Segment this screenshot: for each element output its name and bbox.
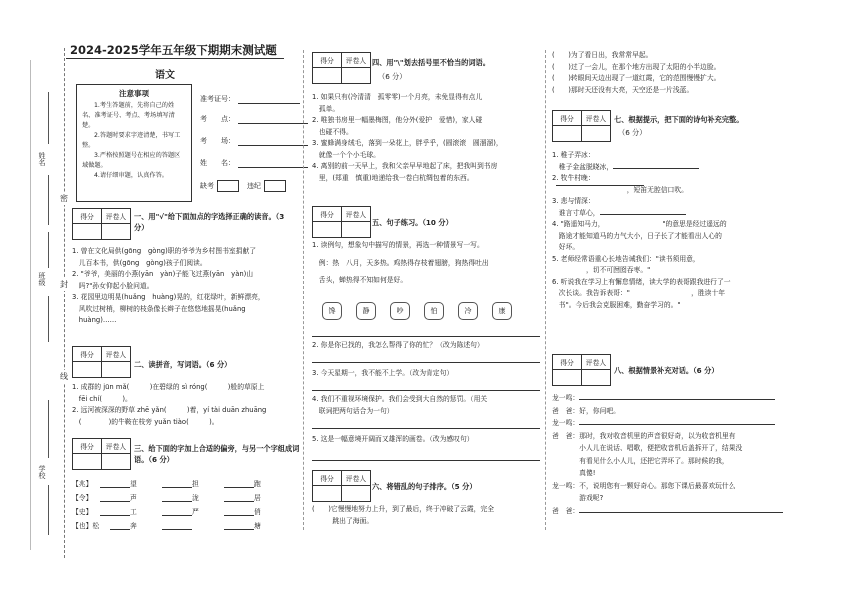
word-choice-boxes (322, 302, 512, 320)
answer-blank[interactable] (100, 478, 130, 488)
answer-blank[interactable] (556, 185, 644, 186)
section-6-items-continued (552, 50, 792, 96)
notice-box (76, 84, 192, 202)
sentence-item: ( )过了一会儿，在那个地方出现了太阳的小半边脸。 (552, 62, 721, 71)
question-line: huàng)…… (72, 316, 117, 324)
score-header: 得分 (553, 111, 582, 126)
question-line: ，切不可囫囵吞枣。" (552, 266, 651, 274)
sentence-item: ( )那时天还没有大亮，天空还是一片浅蓝。 (552, 85, 694, 94)
question-line: 6. 听说我在学习上有懈怠情绪，读大学的表哥跟我进行了一 (552, 277, 731, 286)
class-label: 班级 (38, 272, 46, 286)
exam-number-field[interactable] (238, 95, 300, 104)
section-8-dialogue (552, 392, 792, 517)
radical-char: 居 (254, 494, 261, 502)
section-8-heading: 八、根据情景补充对话。（6 分） (614, 366, 719, 375)
notice-title: 注意事项 (119, 89, 149, 98)
room-field[interactable] (238, 137, 308, 146)
dialogue-line: 游戏呢? (552, 494, 604, 502)
question-line: 例：热 八月，天多热。鸡热得存枝着翅膀，狗热得吐出 (312, 258, 489, 267)
grader-cell[interactable] (102, 454, 131, 470)
question-line: ( )的牛鞍在枝旁 yuǎn tiào( )。 (72, 417, 219, 426)
radical-row (72, 478, 270, 488)
score-table (312, 206, 371, 238)
question-line: 1. 成群的 jūn mǎ( )在碧绿的 sì róng( )般的草原上 (72, 383, 265, 391)
absent-box[interactable] (217, 180, 239, 192)
score-cell[interactable] (313, 486, 342, 502)
score-header: 得分 (73, 209, 102, 224)
section-4-score: （6 分） (378, 72, 407, 81)
question-line (552, 185, 792, 197)
exam-title: 2024-2025学年五年级下期期末测试题 (70, 43, 277, 57)
answer-blank[interactable] (162, 492, 192, 502)
question-line: 1. 读例句，想象句中描写的情景，再选一种情景写一写。 (312, 241, 484, 249)
grader-header: 评卷人 (342, 471, 371, 486)
score-header: 得分 (313, 53, 342, 68)
notice-item: 1.考生答题前，先将自己的姓名、准考证号、考点、考场填写清楚。 (82, 102, 175, 129)
speaker-line: 龙一鸣： (552, 394, 580, 402)
question-line: 儿百本书，供(gōng gòng)孩子们阅读。 (72, 258, 207, 267)
room-row (200, 136, 308, 146)
word-box[interactable]: 怕 (424, 302, 444, 320)
radical-char (192, 520, 224, 530)
speaker-line: 龙一鸣： (552, 419, 580, 427)
score-table (72, 438, 131, 470)
answer-blank[interactable] (613, 168, 699, 169)
score-cell[interactable] (313, 222, 342, 238)
sentence-item: ( )为了看日出，我常常早起。 (552, 51, 653, 59)
score-header: 得分 (313, 207, 342, 222)
grader-cell[interactable] (582, 126, 611, 142)
score-table (312, 470, 371, 502)
grader-cell[interactable] (582, 370, 611, 386)
name-field[interactable] (238, 159, 308, 168)
dialogue-line: 爸 爸：那时，我对收音机里的声音很好奇，以为收音机里有 (552, 431, 736, 440)
name-blank-2[interactable] (48, 175, 49, 225)
question-line (552, 208, 792, 220)
answer-blank[interactable] (162, 520, 192, 530)
question-line: 1. 如果只有(冷清清 孤零零)一个月亮，未免显得有点儿 (312, 93, 483, 101)
speaker-line: 爸 爸： (552, 506, 580, 515)
subject-label: 语文 (155, 70, 175, 81)
radical-char: 声 (130, 494, 137, 502)
title-underline (66, 58, 284, 59)
radical-char: 严 (192, 508, 199, 516)
section-7-heading: 七、根据提示，把下面的诗句补充完整。 (614, 115, 744, 124)
site-row (200, 114, 308, 124)
section-7-questions (552, 150, 792, 311)
score-cell[interactable] (553, 370, 582, 386)
radical-char: 跑 (254, 480, 261, 488)
question-line: 书"。今后我会克服困难，勤奋学习的。" (552, 300, 681, 309)
radical-char: 望 (130, 480, 137, 488)
name-row (200, 158, 308, 168)
section-3-heading: 三、给下面的字加上合适的偏旁，与另一个字组成词语。（6 分） (134, 444, 300, 464)
answer-line[interactable] (312, 460, 540, 461)
answer-line[interactable] (312, 336, 540, 337)
dialogue-line (552, 392, 792, 405)
site-field[interactable] (238, 115, 308, 124)
radical-key: 【兆】 (72, 480, 93, 488)
dialogue-line: 真傻! (552, 469, 596, 477)
score-table (72, 208, 131, 240)
question-line (552, 162, 792, 174)
question-line: 3. 悲与情深： (552, 197, 595, 205)
question-line: 2. "爷爷，美丽的小燕(yān yàn)子能飞过燕(yān yàn)山 (72, 270, 254, 278)
question-line: 1. 稚子弄冰： (552, 151, 595, 159)
radical-row (72, 506, 270, 516)
word-box[interactable]: 康 (492, 302, 512, 320)
word-box[interactable]: 冷 (458, 302, 478, 320)
section-2-questions (72, 382, 302, 428)
grader-header: 评卷人 (102, 439, 131, 454)
question-line: 2. 唯独书房里一幅墨梅图，他分外(爱护 爱惜)，家人碰 (312, 116, 483, 124)
radical-key: 【令】 (72, 494, 93, 502)
dialogue-line: 小人儿在说话、唱歌，便把收音机后盖拆开了，结果没 (552, 444, 743, 452)
section-5-heading: 五、句子练习。（10 分） (372, 218, 453, 227)
column-divider (545, 50, 546, 530)
section-1-heading: 一、用"√"给下面加点的字选择正确的读音。（3 分） (134, 212, 285, 232)
class-blank[interactable] (48, 232, 49, 268)
question-line: 4. 我们不重视环境保护。我们会受到大自然的惩罚。（用关 (312, 395, 488, 403)
room-label: 考 场： (200, 137, 235, 145)
violation-label: 违纪 (247, 182, 261, 190)
question-line: 好坏。 (552, 243, 580, 251)
grader-header: 评卷人 (342, 53, 371, 68)
grader-cell[interactable] (342, 486, 371, 502)
score-table (72, 346, 131, 378)
dialogue-line: 有看见什么小人儿，还把它弄坏了。那时候的我， (552, 456, 729, 465)
radical-char: 工 (130, 508, 137, 516)
grader-header: 评卷人 (582, 355, 611, 370)
school-blank[interactable] (48, 400, 49, 458)
sentence-item: ( )转眼间天边出现了一道红霞，它的范围慢慢扩大。 (552, 74, 721, 82)
question-line: fēi chí( )。 (72, 394, 132, 403)
grader-header: 评卷人 (342, 207, 371, 222)
question-line: 3. 花园里边明晃(huǎng huàng)晃的，红花绿叶，新鲜漂亮， (72, 293, 265, 301)
answer-blank[interactable] (224, 506, 254, 516)
violation-box[interactable] (264, 180, 286, 192)
name-label: 姓名 (38, 152, 46, 166)
radical-row (72, 492, 270, 502)
exam-number-label: 准考证号： (200, 95, 235, 103)
exam-number-row (200, 94, 300, 104)
question-line: 吗?"孙女仰起小脸问道。 (72, 281, 154, 290)
grader-cell[interactable] (342, 68, 371, 84)
answer-blank[interactable] (224, 520, 254, 530)
section-5-q2: 2. 你是你已找的，我怎么帮得了你的忙？（改为陈述句） (312, 341, 484, 349)
bind-char-xian: 线 (60, 372, 68, 381)
radical-char: 俏 (254, 508, 261, 516)
score-cell[interactable] (73, 224, 102, 240)
site-label: 考 点： (200, 115, 235, 123)
answer-blank[interactable] (100, 506, 130, 516)
question-line: 里，(郑重 慎重)地递给我一卷白杭绸包着的东西。 (312, 173, 474, 182)
score-cell[interactable] (313, 68, 342, 84)
question-line: 孤单。 (312, 104, 340, 113)
section-5-q3: 3. 今天星期一，我不能不上学。（改为肯定句） (312, 369, 454, 377)
question-line: 舌头，蝉热得不知如何是好。 (312, 276, 408, 284)
school-blank-2[interactable] (48, 485, 49, 535)
answer-blank[interactable] (110, 520, 130, 530)
sentence-item: ( )它慢慢地努力上升，到了最后，终于冲破了云霞，完全 (312, 505, 495, 513)
word-box[interactable]: 静 (356, 302, 376, 320)
section-5-q5: 5. 这是一幅意境开阔而又雄浑的画卷。（改为感叹句） (312, 435, 474, 443)
score-cell[interactable] (73, 454, 102, 470)
answer-blank[interactable] (100, 492, 130, 502)
answer-blank[interactable] (162, 478, 192, 488)
question-line: 就像一个个小毛球。 (312, 150, 380, 159)
dialogue-line (552, 417, 792, 430)
section-6-heading: 六、将错乱的句子排序。（5 分） (372, 482, 477, 491)
section-1-questions (72, 246, 302, 327)
grader-header: 评卷人 (102, 209, 131, 224)
section-4-questions (312, 92, 544, 184)
name-blank[interactable] (48, 92, 49, 144)
answer-blank[interactable] (579, 399, 775, 400)
score-cell[interactable] (73, 362, 102, 378)
score-header: 得分 (73, 347, 102, 362)
score-table (312, 52, 371, 84)
grader-cell[interactable] (102, 224, 131, 240)
score-table (552, 354, 611, 386)
question-line: 也碰不得。 (312, 127, 353, 136)
bind-char-mi: 密 (60, 194, 68, 203)
notice-item: 2.答题时要求字迹清楚，书写工整。 (82, 132, 181, 149)
radical-char: 奔 (130, 522, 137, 530)
answer-blank[interactable] (162, 506, 192, 516)
score-table (552, 110, 611, 142)
word-box[interactable]: 吵 (390, 302, 410, 320)
answer-blank[interactable] (224, 478, 254, 488)
dialogue-line: 爸 爸：好，你问吧。 (552, 406, 620, 415)
question-line: 次长谈。我告诉表哥：" ，胜读十年 (552, 289, 726, 297)
answer-line[interactable] (312, 362, 540, 363)
grader-cell[interactable] (342, 222, 371, 238)
radical-char: 塘 (254, 522, 261, 530)
radical-char: 泷 (192, 494, 199, 502)
absent-row (200, 180, 294, 192)
question-line: 路途才能知道马的力气大小，日子长了才能看出人心的 (552, 231, 722, 240)
question-line: 3. 蜜蜂满身绒毛，落到一朵花上，胖乎乎，(圆滚滚 圆溜溜)， (312, 139, 503, 147)
question-line: 1. 曾在文化局供(gōng gòng)职的爷爷为乡村图书室捐献了 (72, 247, 257, 255)
score-header: 得分 (313, 471, 342, 486)
column-divider (303, 50, 304, 530)
name-field-label: 姓 名： (200, 159, 235, 167)
poem-line: 谁言寸草心， (552, 208, 600, 217)
answer-line[interactable] (312, 390, 540, 391)
section-6-items (312, 504, 544, 527)
radical-char: 担 (192, 480, 199, 488)
question-line: 联词把两句话合为一句） (312, 406, 394, 415)
section-7-score: （6 分） (618, 128, 647, 137)
question-line: 4. 离别的前一天早上，我和父亲早早地起了床，把我叫到书房 (312, 162, 498, 170)
answer-line[interactable] (312, 428, 540, 429)
school-label: 学校 (38, 465, 46, 479)
grader-cell[interactable] (102, 362, 131, 378)
notice-item: 3.严格按照题号在相应的答题区域做题。 (82, 152, 181, 169)
question-line: 2. 远河被深深的野草 zhē yǎn( )着，yí tài duān zhuāng (72, 406, 267, 414)
dialogue-line: 龙一鸣：不，说明您有一颗好奇心。那您下课后最喜欢玩什么 (552, 481, 736, 490)
notice-item: 4.请仔细审题，认真作答。 (94, 172, 168, 179)
score-cell[interactable] (553, 126, 582, 142)
absent-label: 缺考 (200, 182, 214, 190)
section-5-intro (312, 240, 544, 287)
bind-char-feng: 封 (60, 280, 68, 289)
answer-blank[interactable] (600, 214, 686, 215)
section-5-q4 (312, 394, 544, 417)
radical-row (72, 520, 270, 530)
section-4-heading: 四、用"\"划去括号里不恰当的词语。 (372, 58, 490, 67)
class-blank-2[interactable] (48, 296, 49, 342)
grader-header: 评卷人 (582, 111, 611, 126)
dialogue-line (552, 505, 792, 518)
answer-blank[interactable] (579, 424, 775, 425)
grader-header: 评卷人 (102, 347, 131, 362)
radical-key: 【也】松 (72, 522, 100, 530)
poem-line: ，短笛无腔信口吹。 (552, 185, 688, 194)
score-header: 得分 (553, 355, 582, 370)
question-line: 5. 老师经常语重心长地告诫我们："读书须用意， (552, 254, 700, 263)
sentence-item: 跳出了海面。 (312, 516, 374, 525)
margin-line (30, 60, 31, 550)
section-2-heading: 二、读拼音，写词语。（6 分） (134, 360, 232, 369)
word-box[interactable]: 馋 (322, 302, 342, 320)
question-line: 4. "路遥知马力， "的意思是经过遥远的 (552, 220, 727, 228)
score-header: 得分 (73, 439, 102, 454)
answer-blank[interactable] (224, 492, 254, 502)
answer-blank[interactable] (579, 512, 783, 513)
radical-key: 【史】 (72, 508, 93, 516)
question-line: 风吹过树梢，柳树的枝条像长辫子在悠悠地摇晃(huǎng (72, 304, 246, 313)
binding-line (64, 48, 65, 558)
question-line: 2. 牧牛村晚： (552, 174, 595, 182)
poem-line: 稚子金盆脱晓冰， (552, 162, 614, 171)
